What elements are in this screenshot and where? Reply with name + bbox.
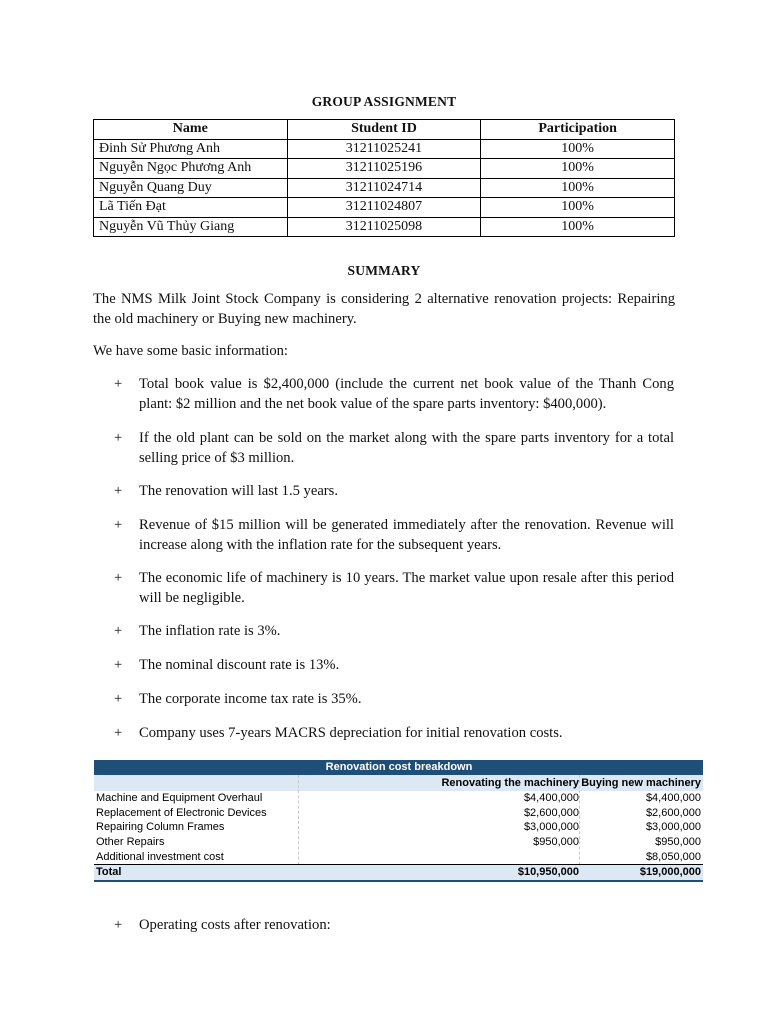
col-buying-header: Buying new machinery xyxy=(581,777,701,789)
cost-label: Machine and Equipment Overhaul xyxy=(96,792,263,804)
table-header-row xyxy=(94,120,675,140)
total-buying: $19,000,000 xyxy=(639,866,701,878)
member-name: Nguyễn Quang Duy xyxy=(94,178,288,198)
cost-renovating: $2,600,000 xyxy=(523,806,579,819)
bullet-mark: + xyxy=(114,483,123,499)
member-participation: 100% xyxy=(481,198,675,218)
bullet-mark: + xyxy=(114,623,123,639)
bullet-mark: + xyxy=(114,917,123,933)
bullet-mark: + xyxy=(114,570,123,586)
cost-renovating: $4,400,000 xyxy=(523,792,579,804)
member-participation: 100% xyxy=(481,159,675,179)
renovation-cost-table xyxy=(94,760,703,880)
table-row xyxy=(94,178,675,198)
bullet-text: Company uses 7-years MACRS depreciation for initial renovation costs. xyxy=(139,725,563,741)
bullet-text: The corporate income tax rate is 35%. xyxy=(139,691,362,707)
cost-renovating: $950,000 xyxy=(533,836,579,849)
col-renovating-header: Renovating the machinery xyxy=(441,777,579,789)
header-name: Name xyxy=(94,120,288,140)
total-row xyxy=(94,864,703,882)
table-row xyxy=(94,159,675,179)
cost-buying: $3,000,000 xyxy=(645,821,701,834)
header-participation: Participation xyxy=(481,120,675,140)
bullet-text: Revenue of $15 million will be generated immediately after the renovation. Revenue will increase along with the inflation rate for the subsequent years. xyxy=(139,517,674,553)
table-row xyxy=(94,806,703,821)
column-header-row xyxy=(94,776,703,791)
total-renovating: $10,950,000 xyxy=(517,866,579,878)
summary-heading: SUMMARY xyxy=(347,263,421,278)
members-table xyxy=(93,119,675,237)
table-row xyxy=(94,791,703,806)
bullet-mark: + xyxy=(114,430,123,446)
assignment-title: GROUP ASSIGNMENT xyxy=(311,94,457,109)
table-row xyxy=(94,835,703,850)
member-name: Lã Tiến Đạt xyxy=(94,198,288,218)
cost-label: Repairing Column Frames xyxy=(96,821,225,834)
bullet-text: The renovation will last 1.5 years. xyxy=(139,483,338,499)
cost-label: Other Repairs xyxy=(96,836,165,849)
cost-buying: $8,050,000 xyxy=(645,850,701,863)
member-name: Nguyễn Ngọc Phương Anh xyxy=(94,159,288,179)
bullet-text: If the old plant can be sold on the market along with the spare parts inventory for a total selling price of $3 million. xyxy=(139,430,674,466)
cost-renovating: $3,000,000 xyxy=(523,821,579,834)
member-participation: 100% xyxy=(481,139,675,159)
header-student-id: Student ID xyxy=(287,120,481,140)
table-row xyxy=(94,217,675,237)
intro-paragraph: The NMS Milk Joint Stock Company is considering 2 alternative renovation projects: Repairing the old machinery or Buying new machinery. xyxy=(93,291,675,327)
cost-label: Additional investment cost xyxy=(96,850,224,863)
cost-buying: $2,600,000 xyxy=(645,806,701,819)
member-participation: 100% xyxy=(481,178,675,198)
cost-buying: $4,400,000 xyxy=(645,792,701,804)
bullet-text: The nominal discount rate is 13%. xyxy=(139,657,340,673)
table-row xyxy=(94,820,703,835)
member-name: Đinh Sử Phương Anh xyxy=(94,139,288,159)
table-row xyxy=(94,850,703,865)
member-id: 31211024807 xyxy=(287,198,481,218)
bullet-mark: + xyxy=(114,725,123,741)
member-name: Nguyễn Vũ Thủy Giang xyxy=(94,217,288,237)
bullet-mark: + xyxy=(114,517,123,533)
member-id: 31211025241 xyxy=(287,139,481,159)
bullet-text: The inflation rate is 3%. xyxy=(139,623,281,639)
bullet-mark: + xyxy=(114,657,123,673)
bullet-text: Total book value is $2,400,000 (include the current net book value of the Thanh Cong plant: $2 million and the net book value of the spare parts inventory: $400,000). xyxy=(139,376,674,412)
cost-buying: $950,000 xyxy=(655,836,701,849)
member-participation: 100% xyxy=(481,217,675,237)
bullet-text: Operating costs after renovation: xyxy=(139,917,331,933)
member-id: 31211025098 xyxy=(287,217,481,237)
table-row xyxy=(94,198,675,218)
bullet-mark: + xyxy=(114,691,123,707)
cost-label: Replacement of Electronic Devices xyxy=(96,806,267,819)
member-id: 31211025196 xyxy=(287,159,481,179)
table-row xyxy=(94,139,675,159)
member-id: 31211024714 xyxy=(287,178,481,198)
cost-table-title: Renovation cost breakdown xyxy=(325,761,473,773)
bullet-mark: + xyxy=(114,376,123,392)
total-label: Total xyxy=(96,866,122,878)
basic-info-paragraph: We have some basic information: xyxy=(93,343,288,359)
bullet-text: The economic life of machinery is 10 years. The market value upon resale after this period will be negligible. xyxy=(139,570,674,606)
